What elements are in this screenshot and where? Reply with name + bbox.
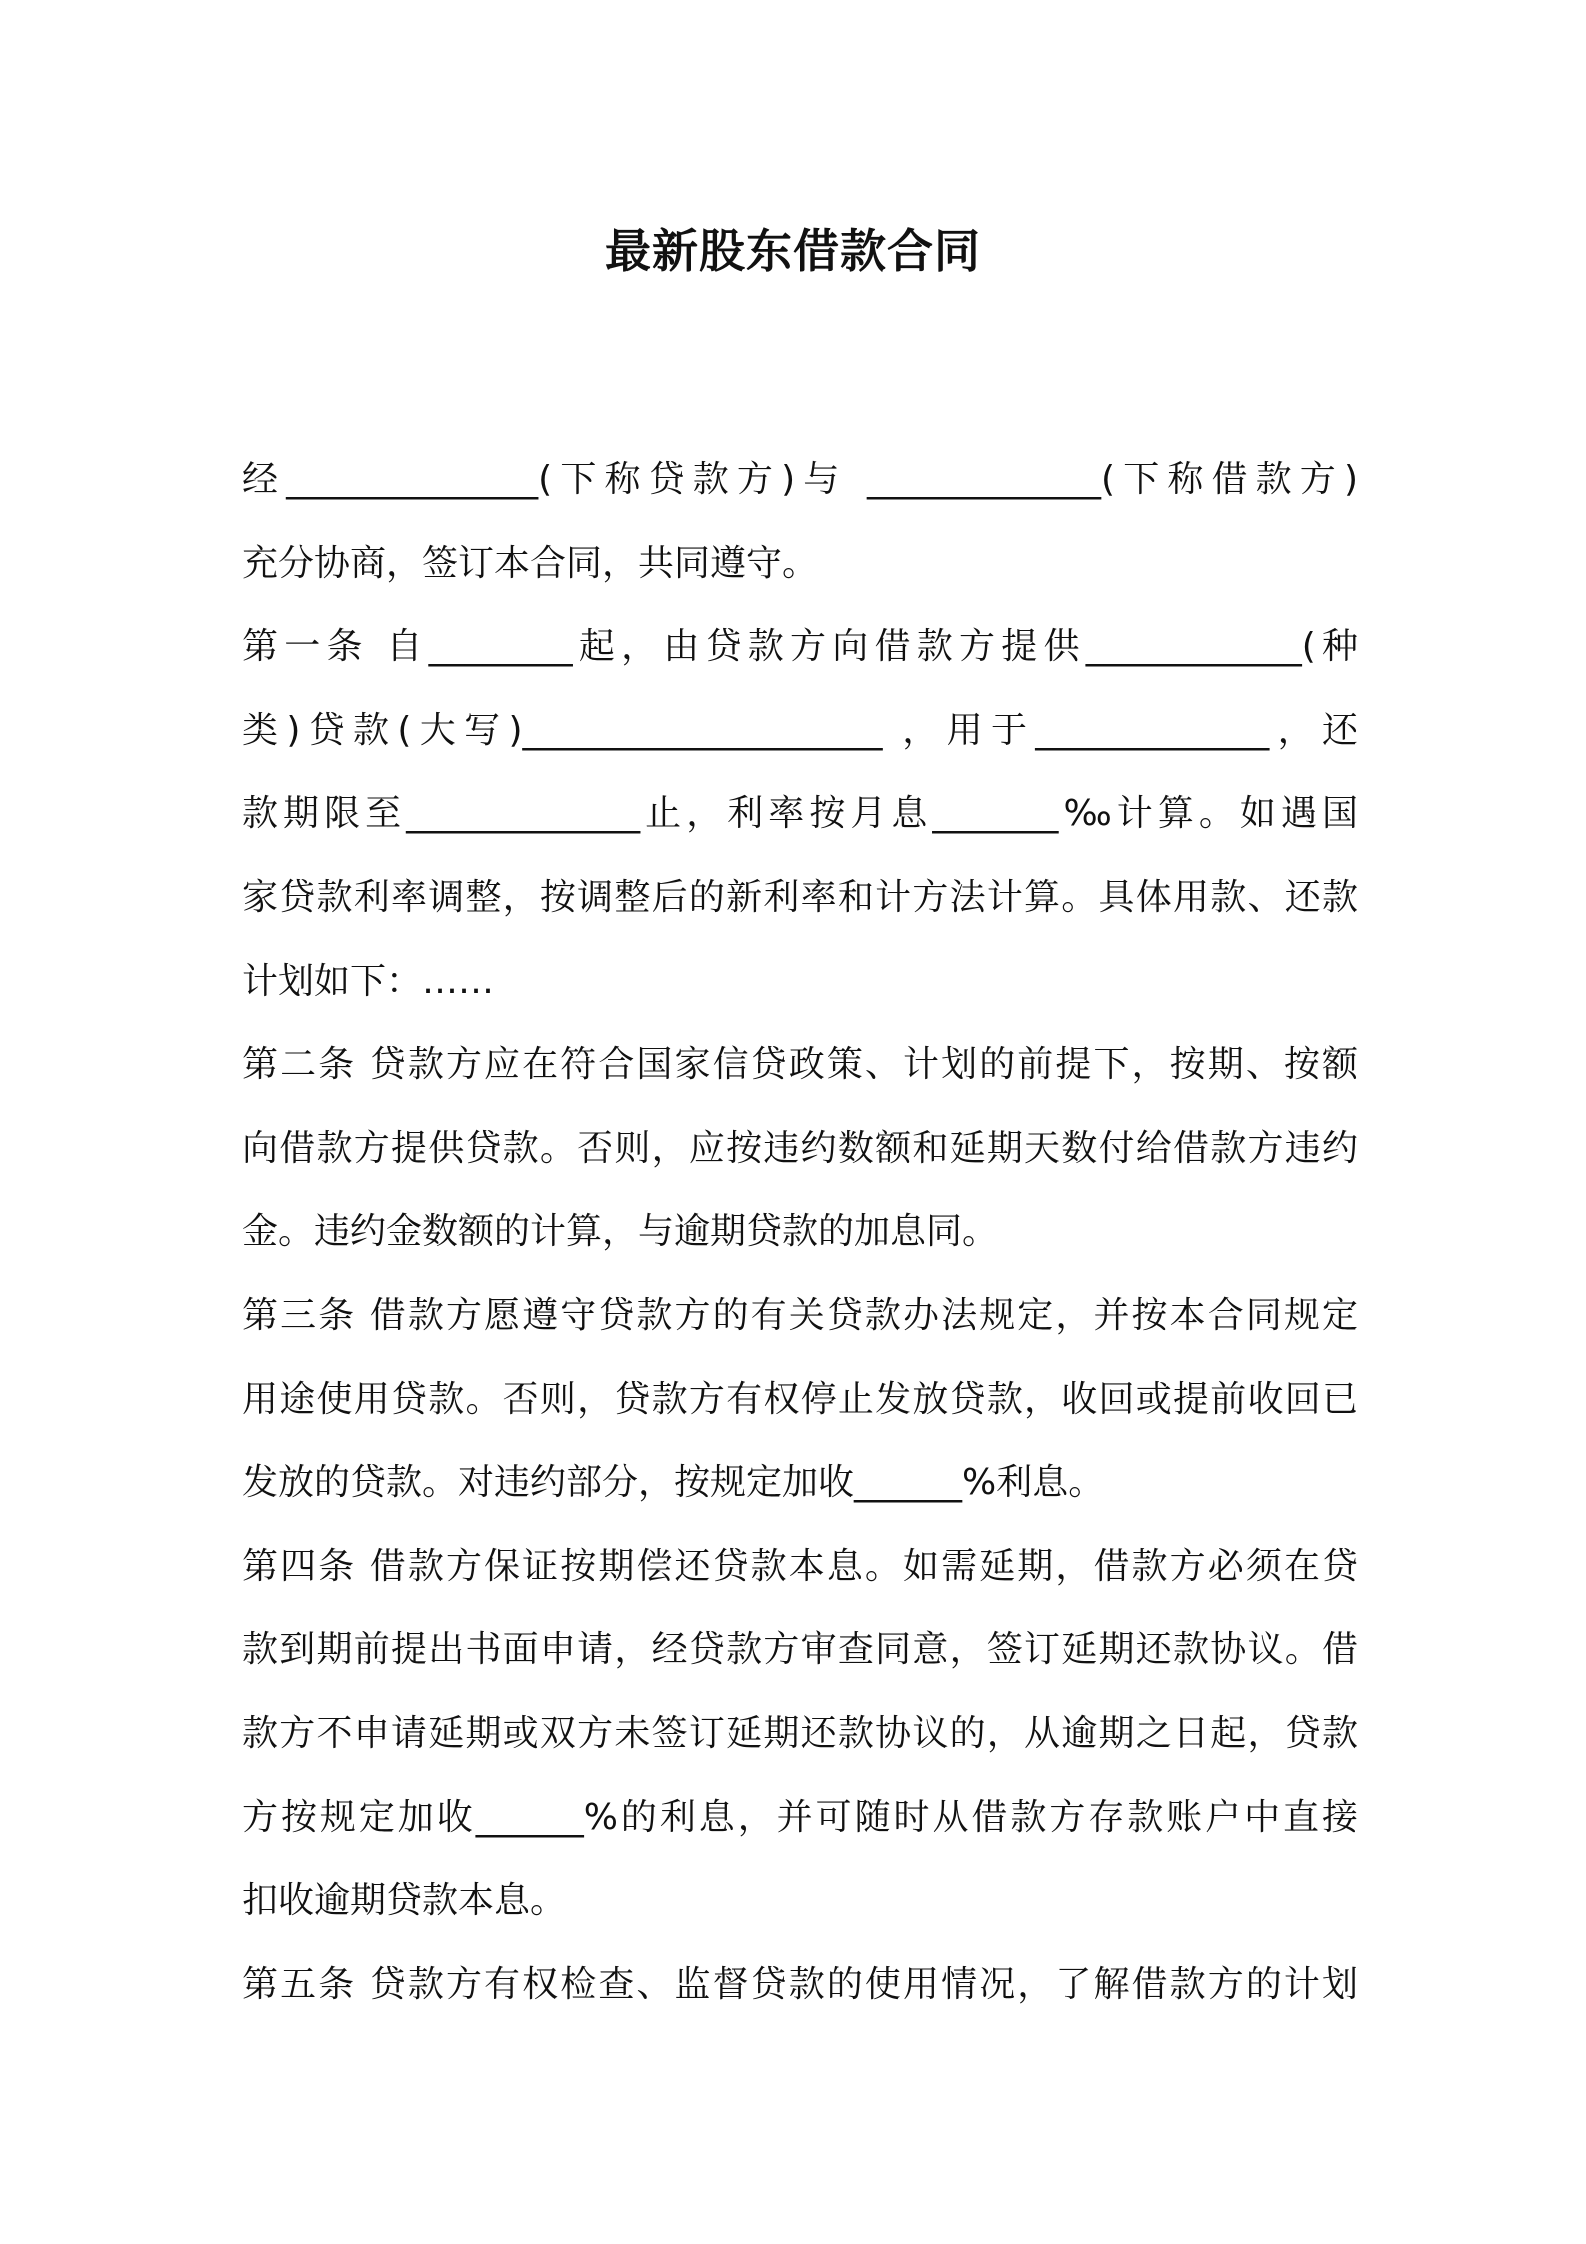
text-line: 第三条 借款方愿遵守贷款方的有关贷款办法规定，并按本合同规定	[242, 1294, 1358, 1336]
text-line: 类)贷款(大写)____________________ ，用于_____________，还	[242, 709, 1358, 751]
text-line: 方按规定加收______%的利息，并可随时从借款方存款账户中直接	[242, 1796, 1358, 1838]
text-line: 向借款方提供贷款。否则，应按违约数额和延期天数付给借款方违约	[242, 1127, 1358, 1169]
text-line: 家贷款利率调整，按调整后的新利率和计方法计算。具体用款、还款	[242, 876, 1358, 918]
text-line: 第五条 贷款方有权检查、监督贷款的使用情况，了解借款方的计划	[242, 1963, 1358, 2005]
text-line: 款到期前提出书面申请，经贷款方审查同意，签订延期还款协议。借	[242, 1629, 1358, 1671]
text-line: 款方不申请延期或双方未签订延期还款协议的，从逾期之日起，贷款	[242, 1712, 1358, 1754]
text-line: 第四条 借款方保证按期偿还贷款本息。如需延期，借款方必须在贷	[242, 1545, 1358, 1587]
text-line: 扣收逾期贷款本息。	[242, 1880, 567, 1922]
text-line: 经______________(下称贷款方)与 _____________(下称借款方)	[242, 459, 1358, 500]
text-line: 充分协商，签订本合同，共同遵守。	[242, 542, 819, 584]
text-line: 用途使用贷款。否则，贷款方有权停止发放贷款，收回或提前收回已	[242, 1378, 1358, 1420]
text-line: 第一条 自________起，由贷款方向借款方提供____________(种	[242, 626, 1358, 668]
document-title: 最新股东借款合同	[605, 224, 981, 278]
contract-body	[242, 438, 1358, 2026]
text-line: 款期限至_____________止，利率按月息_______‰计算。如遇国	[242, 793, 1358, 835]
text-line: 第二条 贷款方应在符合国家信贷政策、计划的前提下，按期、按额	[242, 1044, 1358, 1086]
text-line: 发放的贷款。对违约部分，按规定加收______%利息。	[242, 1462, 1105, 1504]
text-line: 计划如下：……	[242, 960, 495, 1002]
text-line: 金。违约金数额的计算，与逾期贷款的加息同。	[242, 1211, 999, 1253]
